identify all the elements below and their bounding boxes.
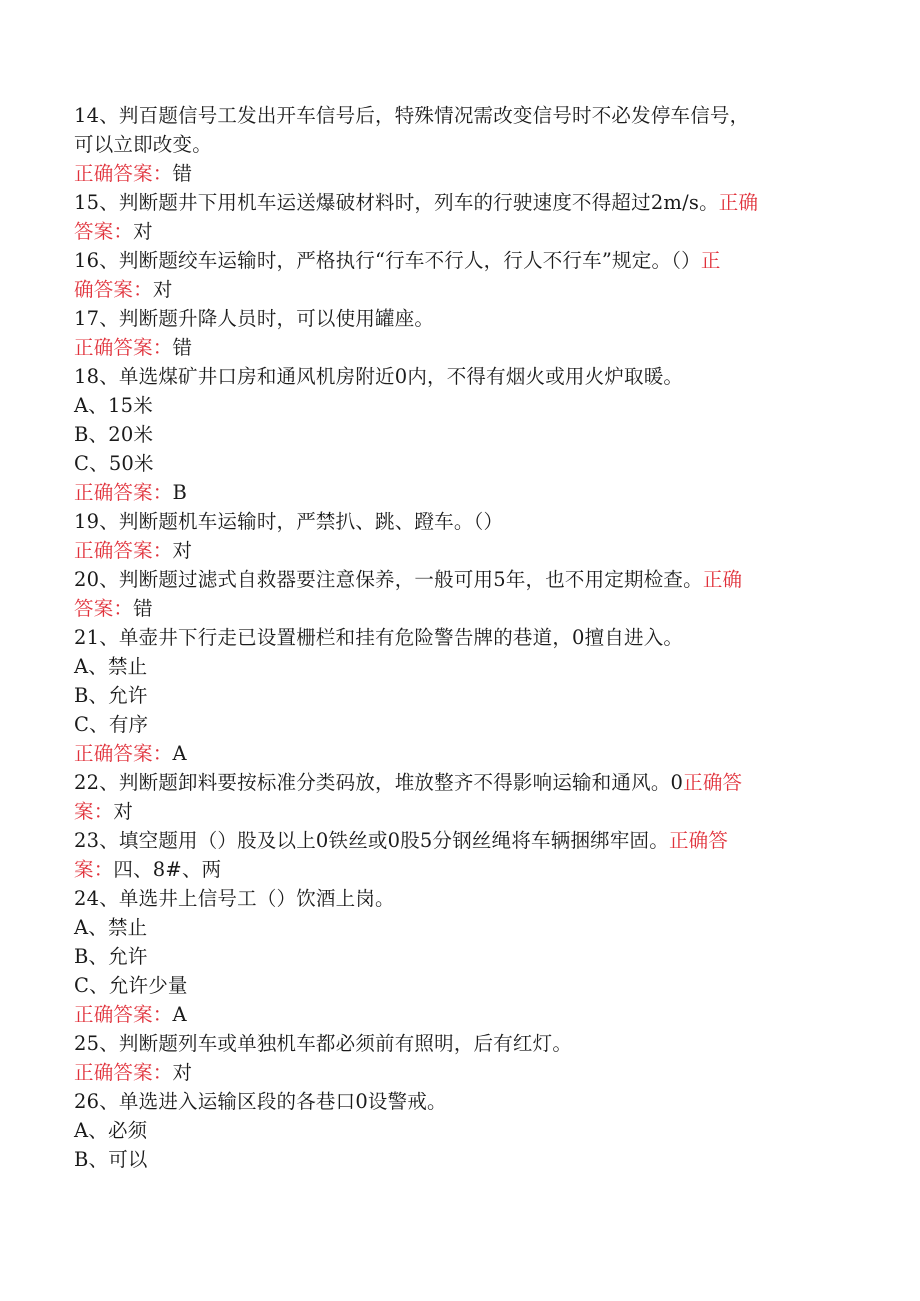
answer-label: 答案：: [74, 220, 134, 243]
question-text: 对: [113, 800, 134, 823]
text-line: [74, 159, 814, 188]
answer-label: 正确: [702, 568, 743, 591]
text-line: [74, 594, 814, 623]
text-line: [74, 855, 814, 884]
text-line: [74, 246, 814, 275]
question-text: A: [172, 1003, 187, 1026]
question-text: 26、单选进入运输区段的各巷口0设警戒。: [74, 1090, 447, 1113]
question-text: B、允许: [74, 684, 148, 707]
question-text: 21、单壶井下行走已设置栅栏和挂有危险警告牌的巷道，0擅自进入。: [74, 626, 684, 649]
answer-label: 正确答案：: [74, 539, 173, 562]
answer-label: 正: [700, 249, 721, 272]
question-text: C、50米: [74, 452, 154, 475]
text-line: [74, 1116, 814, 1145]
answer-label: 正确答: [683, 771, 743, 794]
answer-label: 确答案：: [74, 278, 153, 301]
text-line: [74, 681, 814, 710]
text-line: [74, 1145, 814, 1174]
text-line: [74, 710, 814, 739]
text-line: [74, 275, 814, 304]
answer-label: 正确答: [668, 829, 729, 852]
text-line: [74, 652, 814, 681]
question-text: C、允许少量: [74, 974, 188, 997]
question-text: 19、判断题机车运输时，严禁扒、跳、蹬车。（）: [74, 510, 504, 533]
document-page: [74, 101, 814, 1174]
answer-label: 答案：: [74, 597, 134, 620]
question-text: 错: [172, 336, 193, 359]
question-text: 对: [172, 1061, 193, 1084]
answer-label: 正确答案：: [74, 1061, 173, 1084]
text-line: [74, 797, 814, 826]
question-text: 对: [172, 539, 193, 562]
answer-label: 正确答案：: [74, 481, 173, 504]
text-line: [74, 884, 814, 913]
text-line: [74, 536, 814, 565]
answer-label: 案：: [74, 858, 114, 881]
question-text: 25、判断题列车或单独机车都必须前有照明，后有红灯。: [74, 1032, 573, 1055]
question-text: B、20米: [74, 423, 154, 446]
text-line: [74, 565, 814, 594]
text-line: [74, 101, 814, 130]
text-line: [74, 391, 814, 420]
answer-label: 案：: [74, 800, 114, 823]
question-text: 可以立即改变。: [74, 133, 212, 156]
text-line: [74, 1029, 814, 1058]
question-text: A、必须: [74, 1119, 148, 1142]
text-line: [74, 304, 814, 333]
text-line: [74, 188, 814, 217]
text-line: [74, 623, 814, 652]
text-line: [74, 217, 814, 246]
question-text: 错: [133, 597, 153, 620]
text-line: [74, 1058, 814, 1087]
answer-label: 正确答案：: [74, 162, 173, 185]
text-line: [74, 1000, 814, 1029]
question-text: 20、判断题过滤式自救器要注意保养，一般可用5年，也不用定期检查。: [74, 568, 703, 591]
text-line: [74, 420, 814, 449]
text-line: [74, 768, 814, 797]
text-line: [74, 478, 814, 507]
text-line: [74, 362, 814, 391]
question-text: 22、判断题卸料要按标准分类码放，堆放整齐不得影响运输和通风。0: [74, 771, 684, 794]
text-line: [74, 449, 814, 478]
question-text: 14、判百题信号工发出开车信号后，特殊情况需改变信号时不必发停车信号，: [74, 104, 750, 127]
answer-label: 正确答案：: [74, 1003, 173, 1026]
question-text: 对: [133, 220, 153, 243]
question-text: C、有序: [74, 713, 149, 736]
text-line: [74, 971, 814, 1000]
question-text: A: [172, 742, 187, 765]
question-text: 15、判断题井下用机车运送爆破材料时，列车的行驶速度不得超过2m/s。: [74, 191, 719, 214]
text-line: [74, 913, 814, 942]
question-text: 错: [172, 162, 193, 185]
text-line: [74, 507, 814, 536]
answer-label: 正确答案：: [74, 742, 173, 765]
text-line: [74, 826, 814, 855]
question-text: A、禁止: [74, 655, 148, 678]
text-line: [74, 1087, 814, 1116]
answer-label: 正确: [718, 191, 759, 214]
question-text: A、15米: [74, 394, 153, 417]
question-text: 23、填空题用（）股及以上0铁丝或0股5分钢丝绳将车辆捆绑牢固。: [74, 829, 669, 852]
question-text: 17、判断题升降人员时，可以使用罐座。: [74, 307, 435, 330]
question-text: 四、8#、两: [113, 858, 222, 881]
text-line: [74, 942, 814, 971]
question-text: 对: [152, 278, 173, 301]
question-text: B、可以: [74, 1148, 148, 1171]
question-text: A、禁止: [74, 916, 148, 939]
text-line: [74, 333, 814, 362]
question-text: 18、单选煤矿井口房和通风机房附近0内，不得有烟火或用火炉取暖。: [74, 365, 684, 388]
text-line: [74, 130, 814, 159]
question-text: 16、判断题绞车运输时，严格执行“行车不行人，行人不行车”规定。（）: [74, 249, 701, 272]
answer-label: 正确答案：: [74, 336, 173, 359]
question-text: B: [172, 481, 188, 504]
text-line: [74, 739, 814, 768]
question-text: 24、单选井上信号工（）饮酒上岗。: [74, 887, 395, 910]
question-text: B、允许: [74, 945, 148, 968]
